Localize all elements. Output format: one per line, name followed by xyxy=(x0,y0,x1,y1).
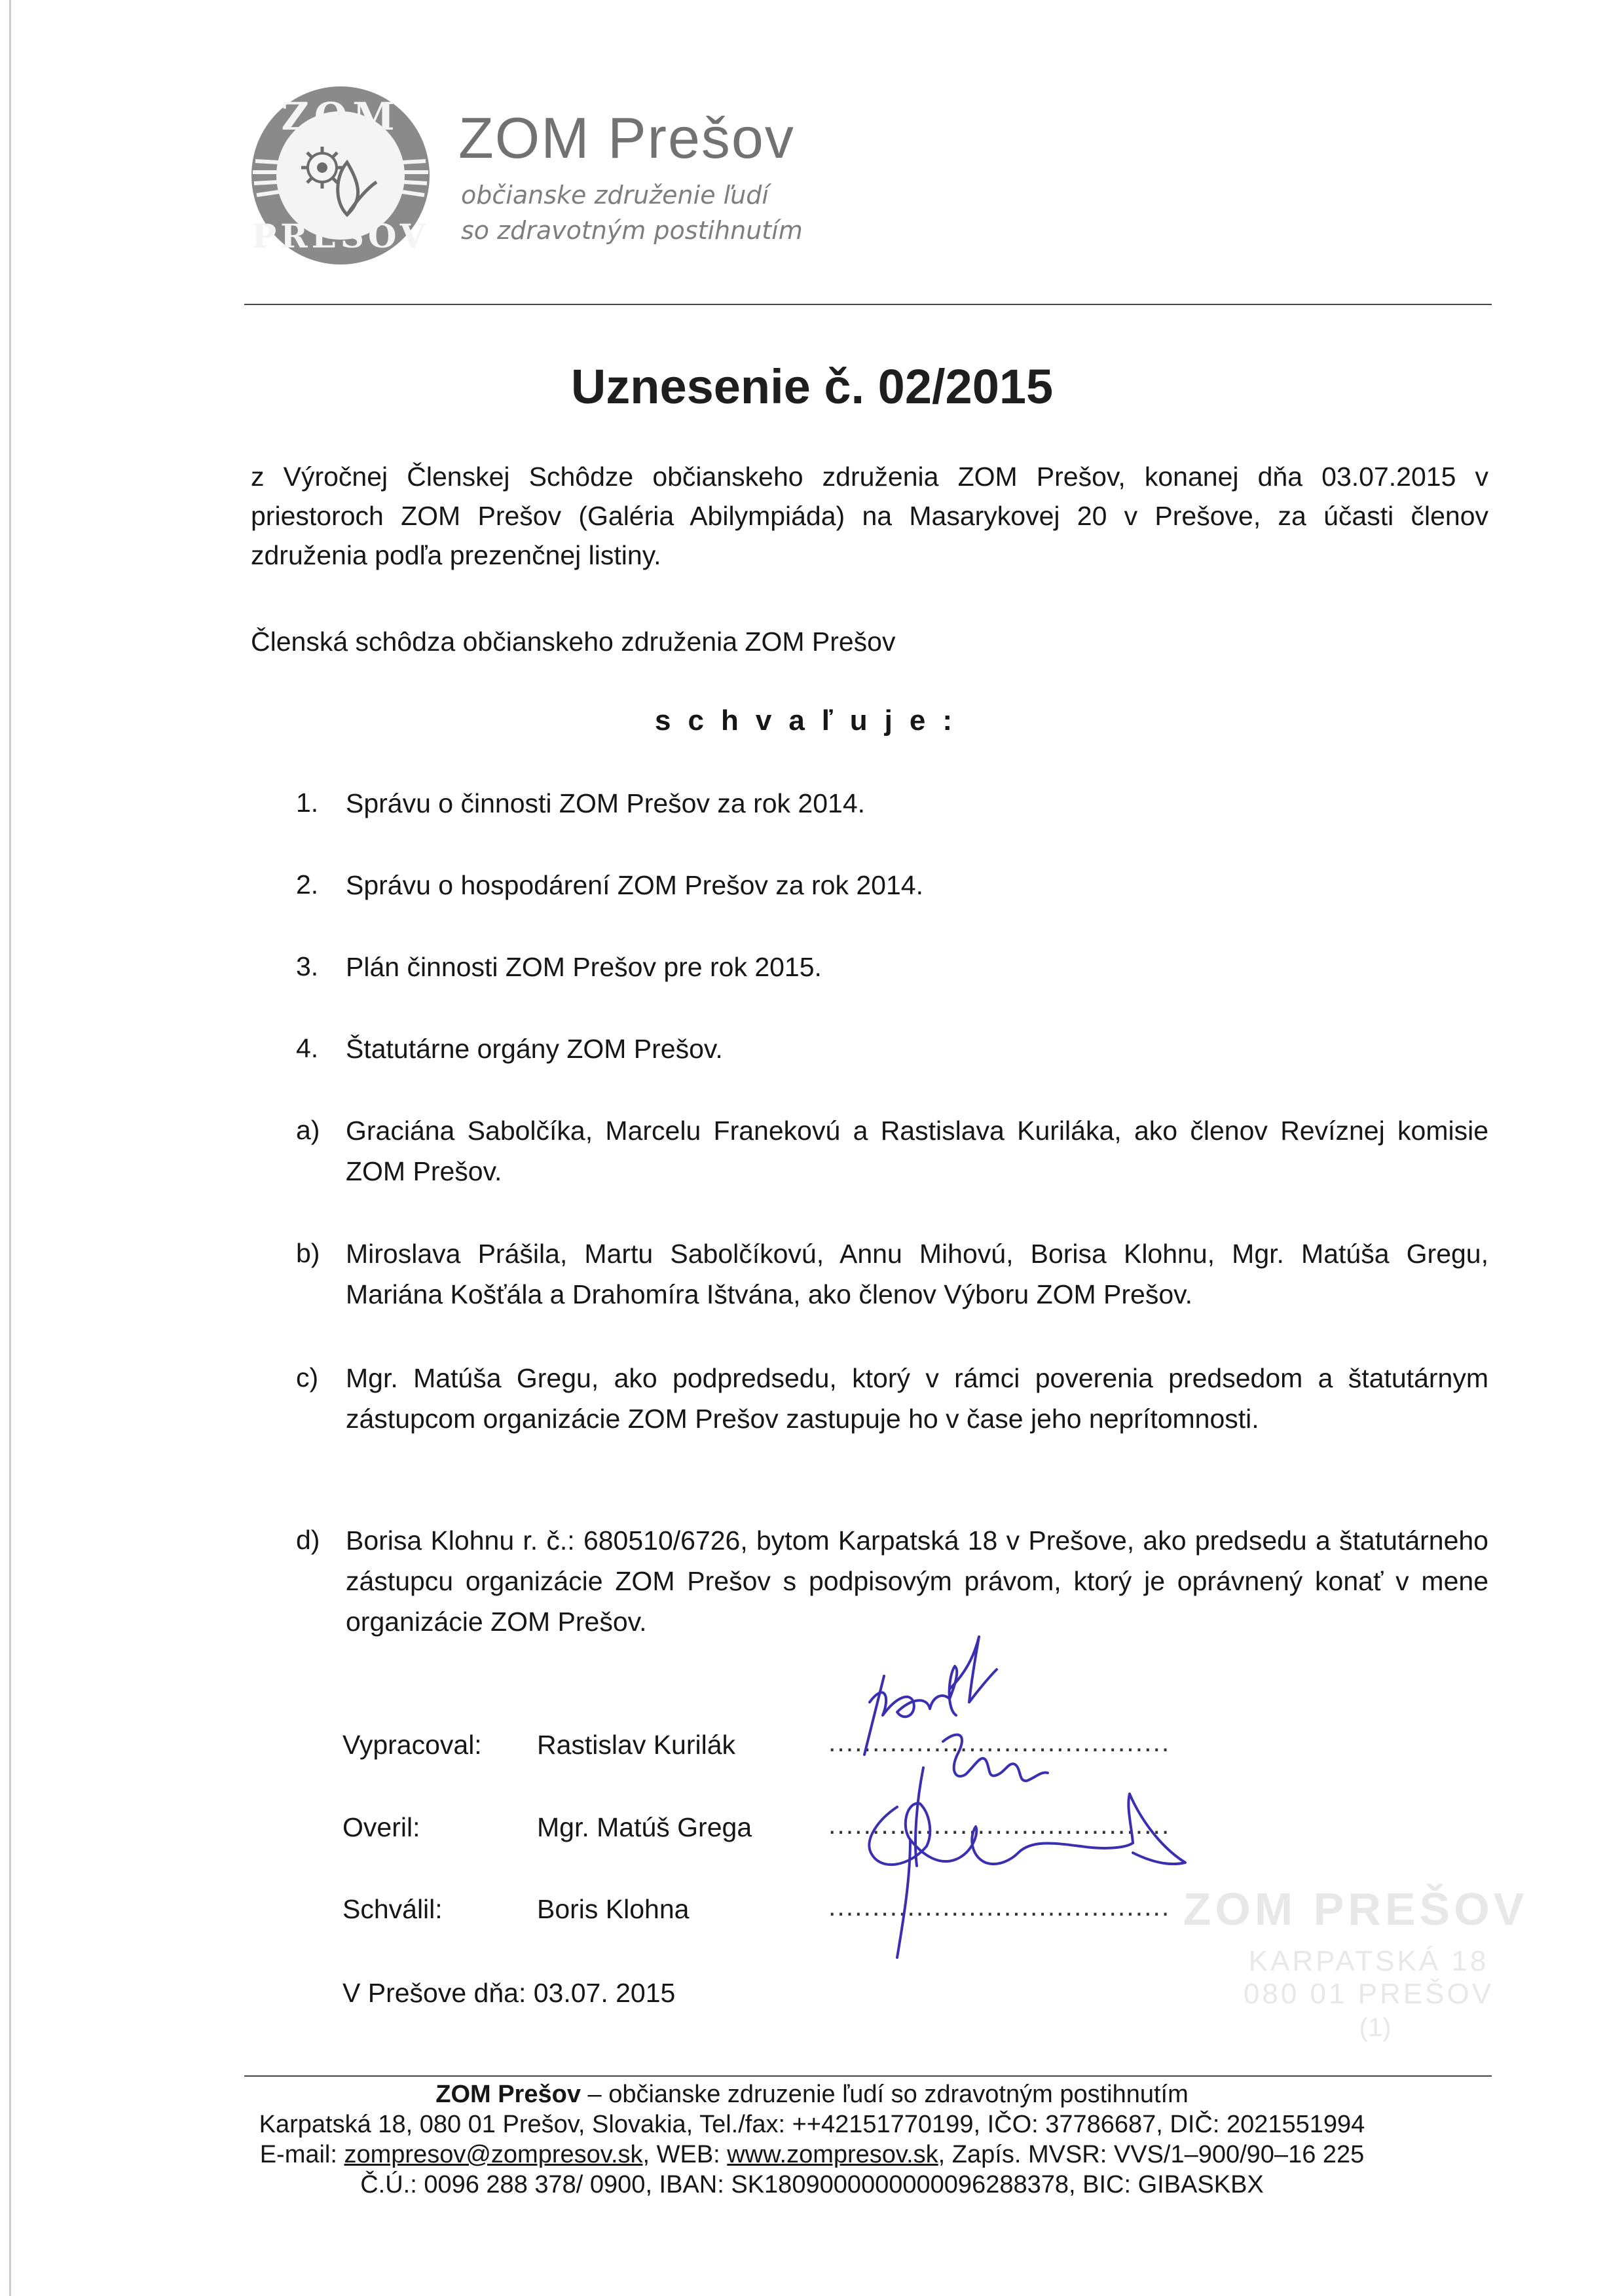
place-and-date: V Prešove dňa: 03.07. 2015 xyxy=(342,1978,676,2008)
svg-text:PREŠOV: PREŠOV xyxy=(251,217,430,255)
svg-text:(1): (1) xyxy=(1359,2013,1392,2042)
item-label: a) xyxy=(296,1115,320,1145)
svg-text:ZOM PREŠOV: ZOM PREŠOV xyxy=(1183,1884,1528,1935)
item-label: 4. xyxy=(296,1033,319,1063)
org-subtitle-line1: občianske združenie ľudí xyxy=(461,181,769,210)
web-label: , WEB: xyxy=(642,2141,728,2168)
footer-address: Karpatská 18, 080 01 Prešov, Slovakia, Tel./fax: ++42151770199, IČO: 37786687, DIČ: 2021551994 xyxy=(259,2111,1365,2138)
verified-by-label: Overil: xyxy=(342,1812,420,1842)
approves-heading: schvaľuje: xyxy=(655,704,969,737)
zom-presov-logo xyxy=(249,84,432,267)
signature-line: ....................................... xyxy=(828,1891,1171,1922)
signature-line: ....................................... xyxy=(828,1810,1171,1840)
item-text: Správu o hospodárení ZOM Prešov za rok 2014. xyxy=(346,870,923,900)
item-text: Borisa Klohnu r. č.: 680510/6726, bytom Karpatská 18 v Prešove, ako predsedu a štatutárneho zástupcu organizácie ZOM Prešov s podpisovým právom, ktorý je oprávnený konať v mene organizácie ZOM Prešov. xyxy=(346,1525,1488,1637)
footer-org-name: ZOM Prešov xyxy=(435,2081,581,2108)
faded-stamp xyxy=(1172,1872,1539,2043)
footer-divider xyxy=(244,2075,1492,2077)
footer-contacts xyxy=(0,2140,1624,2170)
item-text: Správu o činnosti ZOM Prešov za rok 2014. xyxy=(346,788,866,818)
item-label: 3. xyxy=(296,951,319,981)
item-label: 1. xyxy=(296,788,319,818)
document-title: Uznesenie č. 02/2015 xyxy=(570,359,1054,414)
item-text: Graciána Sabolčíka, Marcelu Franekovú a Rastislava Kuriláka, ako členov Revíznej komisie ZOM Prešov. xyxy=(346,1116,1488,1186)
item-text: Plán činnosti ZOM Prešov pre rok 2015. xyxy=(346,952,822,982)
web-link[interactable]: www.zompresov.sk xyxy=(727,2141,938,2168)
header-divider xyxy=(244,304,1492,305)
item-text: Mgr. Matúša Gregu, ako podpredsedu, ktorý v rámci poverenia predsedom a štatutárnym zástupcom organizácie ZOM Prešov zastupuje ho v čase jeho neprítomnosti. xyxy=(346,1363,1488,1434)
approved-by-name: Boris Klohna xyxy=(537,1894,690,1924)
footer-org-line xyxy=(0,2079,1624,2109)
item-label: 2. xyxy=(296,869,319,900)
svg-text:080 01 PREŠOV: 080 01 PREŠOV xyxy=(1243,1978,1494,2010)
email-link[interactable]: zompresov@zompresov.sk xyxy=(344,2141,643,2168)
org-subtitle-line2: so zdravotným postihnutím xyxy=(461,216,803,245)
scan-edge xyxy=(9,0,11,2296)
email-label: E-mail: xyxy=(259,2141,344,2168)
item-label: c) xyxy=(296,1362,319,1393)
svg-text:KARPATSKÁ 18: KARPATSKÁ 18 xyxy=(1248,1945,1489,1977)
item-text: Štatutárne orgány ZOM Prešov. xyxy=(346,1034,723,1064)
svg-text:ZOM: ZOM xyxy=(281,94,400,139)
footer-bank-details: Č.Ú.: 0096 288 378/ 0900, IBAN: SK1809000000000096288378, BIC: GIBASKBX xyxy=(360,2171,1264,2198)
intro-paragraph: z Výročnej Členskej Schôdze občianskeho združenia ZOM Prešov, konanej dňa 03.07.2015 v priestoroch ZOM Prešov (Galéria Abilympiáda) na Masarykovej 20 v Prešove, za účasti členov združenia podľa prezenčnej listiny. xyxy=(251,462,1488,570)
org-name: ZOM Prešov xyxy=(458,105,795,170)
item-label: d) xyxy=(296,1525,320,1555)
approved-by-label: Schválil: xyxy=(342,1894,443,1924)
lead-sentence: Členská schôdza občianskeho združenia ZOM Prešov xyxy=(251,627,896,657)
prepared-by-name: Rastislav Kurilák xyxy=(537,1730,736,1760)
registration-number: , Zapís. MVSR: VVS/1–900/90–16 225 xyxy=(938,2141,1365,2168)
item-label: b) xyxy=(296,1238,320,1268)
item-text: Miroslava Prášila, Martu Sabolčíkovú, Annu Mihovú, Borisa Klohnu, Mgr. Matúša Gregu, Mariána Košťála a Drahomíra Ištvána, ako členov Výboru ZOM Prešov. xyxy=(346,1239,1488,1309)
verified-by-name: Mgr. Matúš Grega xyxy=(537,1812,752,1842)
handwritten-signatures xyxy=(819,1630,1225,1997)
prepared-by-label: Vypracoval: xyxy=(342,1730,482,1760)
signature-line: ....................................... xyxy=(828,1727,1171,1757)
footer-org-description: – občianske zdruzenie ľudí so zdravotným postihnutím xyxy=(580,2081,1189,2108)
